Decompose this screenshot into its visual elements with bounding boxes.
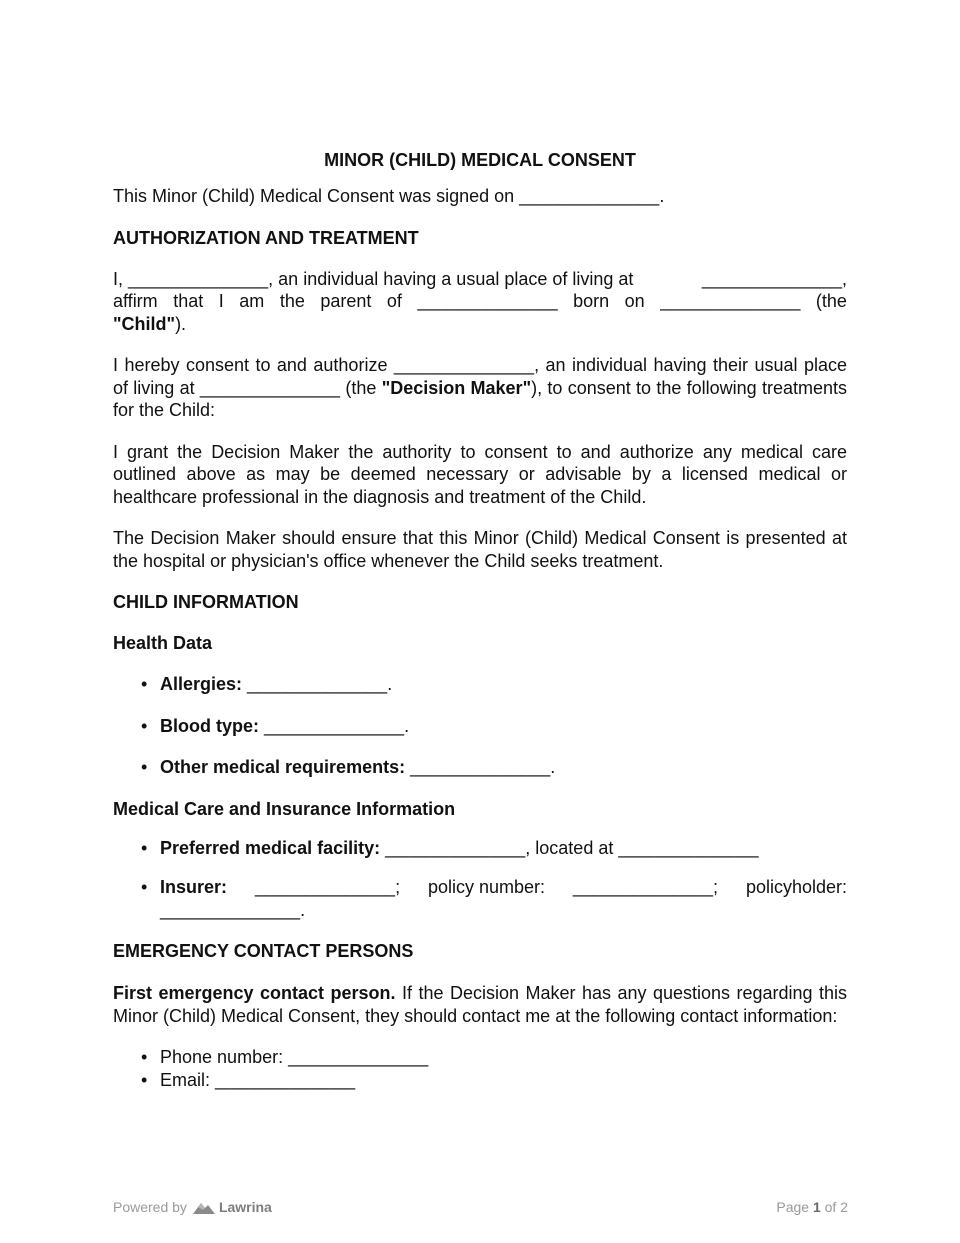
blood-type-blank: ______________ <box>264 715 405 736</box>
insurer-semicolon: ; <box>395 877 401 897</box>
parent-text-end: ). <box>175 313 187 334</box>
signed-date-blank: ______________ <box>519 186 660 206</box>
parent-line-3 <box>113 314 186 334</box>
parent-text-1: I, <box>113 268 129 289</box>
policyholder-period: . <box>300 899 306 920</box>
authorize-text-3: (the <box>340 377 382 398</box>
health-data-list <box>113 673 847 779</box>
first-contact-label: First emergency contact person. <box>113 983 396 1003</box>
parent-paragraph <box>113 268 847 336</box>
document-body <box>113 149 847 1110</box>
intro-sentence <box>113 185 847 208</box>
facility-label: Preferred medical facility: <box>160 837 381 858</box>
health-data-heading: Health Data <box>113 633 213 653</box>
phone-blank: ______________ <box>288 1047 429 1067</box>
insurer-label: • Insurer: <box>160 877 228 897</box>
list-item-allergies <box>160 673 847 696</box>
presentation-paragraph: The Decision Maker should ensure that this Minor (Child) Medical Consent is presented at the hospital or physician's office whenever the Child seeks treatment. <box>113 528 847 571</box>
authorize-text-4: ), to consent to the following treatments for the Child: <box>113 377 848 420</box>
document-title: MINOR (CHILD) MEDICAL CONSENT <box>324 150 636 170</box>
list-item-other-requirements <box>160 756 847 779</box>
allergies-period: . <box>387 674 393 694</box>
word-am: am <box>239 291 265 311</box>
child-name-blank: ______________ <box>417 291 558 311</box>
decision-maker-defined-term: "Decision Maker" <box>381 377 532 398</box>
child-defined-term: "Child" <box>113 313 176 334</box>
other-requirements-label: Other medical requirements: <box>160 757 406 777</box>
emergency-contacts-heading: EMERGENCY CONTACT PERSONS <box>113 941 414 961</box>
intro-period: . <box>659 186 665 206</box>
lawrina-mountain-icon <box>193 1200 215 1214</box>
intro-text: This Minor (Child) Medical Consent was signed on <box>113 186 520 206</box>
powered-by-text: Powered by <box>113 1199 187 1215</box>
authorize-paragraph <box>113 354 847 422</box>
list-item-phone <box>160 1046 847 1069</box>
insurer-line <box>160 876 847 899</box>
word-affirm: affirm <box>113 291 158 311</box>
policyholder-blank: ______________ <box>160 899 301 920</box>
other-requirements-period: . <box>550 757 556 777</box>
word-on: on <box>624 291 645 311</box>
insurer-blank: ______________ <box>254 877 396 897</box>
parent-line-1 <box>113 268 847 291</box>
contact-info-list <box>113 1046 847 1091</box>
page-current: 1 <box>812 1199 821 1215</box>
policy-number-label: policy number: <box>427 877 546 897</box>
powered-by-footer <box>113 1198 272 1216</box>
parent-text-3: , <box>841 268 847 289</box>
authority-paragraph: I grant the Decision Maker the authority to consent to and authorize any medical care outlined above as may be deemed necessary or advisable by a licensed medical or healthcare professional in the diagnosis and treatment of the Child. <box>113 441 847 507</box>
child-information-heading: CHILD INFORMATION <box>113 592 299 612</box>
word-parent: parent <box>320 291 372 311</box>
authorize-text-1: I hereby consent to and authorize <box>113 355 394 375</box>
word-i: I <box>218 291 224 311</box>
parent-text-2: , an individual having a usual place of living at <box>268 268 634 289</box>
medical-care-list <box>113 837 847 922</box>
medical-care-heading: Medical Care and Insurance Information <box>113 798 456 819</box>
other-requirements-blank: ______________ <box>410 757 551 777</box>
list-item-blood-type <box>160 715 847 738</box>
list-item-email <box>160 1069 847 1092</box>
policyholder-label: policyholder: <box>745 877 847 897</box>
lawrina-brand-name: Lawrina <box>218 1199 272 1215</box>
phone-label: Phone number: <box>160 1047 289 1067</box>
policy-semicolon: ; <box>713 877 719 897</box>
email-blank: ______________ <box>215 1069 356 1090</box>
word-the: the <box>279 291 305 311</box>
decision-maker-address-blank: ______________ <box>199 377 341 398</box>
email-label: Email: <box>160 1069 216 1090</box>
located-text: , located at <box>525 837 619 858</box>
word-the-paren: (the <box>815 291 847 311</box>
facility-blank: ______________ <box>385 837 526 858</box>
allergies-blank: ______________ <box>247 674 388 694</box>
list-item-medical-facility <box>160 837 847 860</box>
page-suffix: of 2 <box>820 1199 848 1215</box>
policyholder-line <box>160 900 305 920</box>
parent-address-blank: ______________ <box>701 268 842 289</box>
first-contact-paragraph <box>113 982 847 1027</box>
facility-address-blank: ______________ <box>618 837 759 858</box>
blood-type-period: . <box>404 715 410 736</box>
parent-line-2 <box>113 290 847 313</box>
page-number <box>776 1198 848 1216</box>
authorization-heading: AUTHORIZATION AND TREATMENT <box>113 227 419 248</box>
authorize-text-2: , an individual having their usual place of living at <box>113 355 847 398</box>
child-birthdate-blank: ______________ <box>660 291 801 311</box>
blood-type-label: Blood type: <box>160 715 259 736</box>
page-prefix: Page <box>776 1199 813 1215</box>
parent-name-blank: ______________ <box>128 268 269 289</box>
decision-maker-name-blank: ______________ <box>393 355 535 375</box>
policy-number-blank: ______________ <box>572 877 714 897</box>
lawrina-logo[interactable] <box>193 1198 272 1216</box>
allergies-label: Allergies: <box>160 674 243 694</box>
word-of: of <box>386 291 402 311</box>
list-item-insurer <box>160 876 847 921</box>
word-born: born <box>573 291 610 311</box>
word-that: that <box>173 291 204 311</box>
first-contact-text: If the Decision Maker has any questions regarding this Minor (Child) Medical Consent, they should contact me at the following contact information: <box>113 983 848 1026</box>
